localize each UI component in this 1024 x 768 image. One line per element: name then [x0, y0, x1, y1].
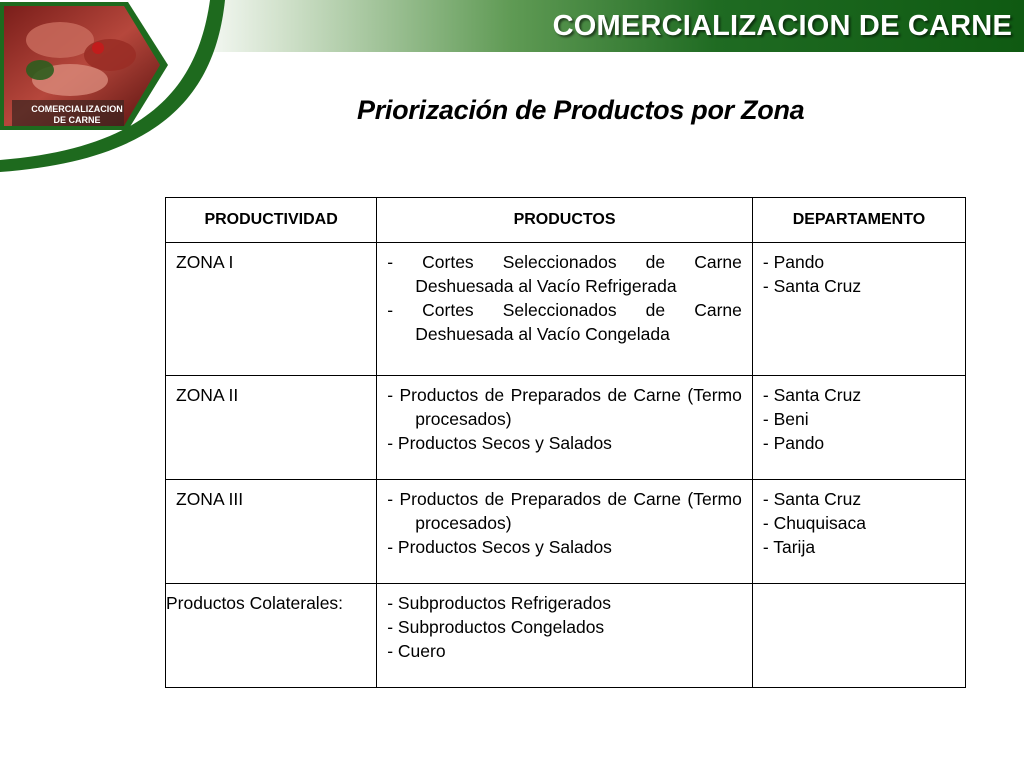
product-item: - Productos Secos y Salados [387, 433, 612, 453]
product-item: - Cuero [387, 641, 446, 661]
department-item: - Santa Cruz [762, 385, 862, 405]
products-cell [377, 584, 753, 688]
zone-label: ZONA I [176, 252, 234, 272]
zone-cell [166, 376, 377, 480]
product-item: - Productos Secos y Salados [387, 537, 612, 557]
zone-cell [166, 480, 377, 584]
department-item: - Tarija [762, 537, 816, 557]
table-row [166, 243, 966, 376]
departments-cell [752, 480, 965, 584]
department-item: - Santa Cruz [762, 489, 862, 509]
zone-cell [166, 243, 377, 376]
departments-cell [752, 376, 965, 480]
meat-logo-graphic [0, 0, 240, 185]
zone-cell [166, 584, 377, 688]
products-cell [377, 480, 753, 584]
department-item: - Pando [762, 252, 825, 272]
products-cell [377, 376, 753, 480]
table-header-row [166, 198, 966, 243]
header-productividad: PRODUCTIVIDAD [166, 198, 377, 243]
product-item: - Cortes Seleccionados de Carne Deshuesada al Vacío Congelada [387, 300, 742, 344]
departments-cell [752, 243, 965, 376]
slide-subtitle: Priorización de Productos por Zona [357, 95, 805, 125]
zone-label: ZONA III [176, 489, 244, 509]
department-item: - Chuquisaca [762, 513, 866, 533]
department-item: - Pando [762, 433, 825, 453]
header-productos: PRODUCTOS [377, 198, 753, 243]
logo-caption-line1: COMERCIALIZACION [31, 104, 123, 114]
logo [0, 0, 240, 185]
logo-caption-line2: DE CARNE [53, 115, 101, 125]
product-item: - Cortes Seleccionados de Carne Deshuesada al Vacío Refrigerada [387, 252, 742, 296]
product-item: - Subproductos Refrigerados [387, 593, 611, 613]
priority-table [165, 197, 966, 688]
zone-label: Productos Colaterales: [166, 593, 344, 613]
departments-cell [752, 584, 965, 688]
zone-label: ZONA II [176, 385, 239, 405]
product-item: - Productos de Preparados de Carne (Termo procesados) [387, 489, 742, 533]
slide-header-title: COMERCIALIZACION DE CARNE [552, 10, 1012, 42]
table-row [166, 584, 966, 688]
header-departamento: DEPARTAMENTO [752, 198, 965, 243]
logo-caption [22, 104, 132, 126]
department-item: - Santa Cruz [762, 276, 862, 296]
department-item: - Beni [762, 409, 809, 429]
products-cell [377, 243, 753, 376]
product-item: - Subproductos Congelados [387, 617, 605, 637]
table-row [166, 376, 966, 480]
product-item: - Productos de Preparados de Carne (Termo procesados) [387, 385, 742, 429]
table-row [166, 480, 966, 584]
